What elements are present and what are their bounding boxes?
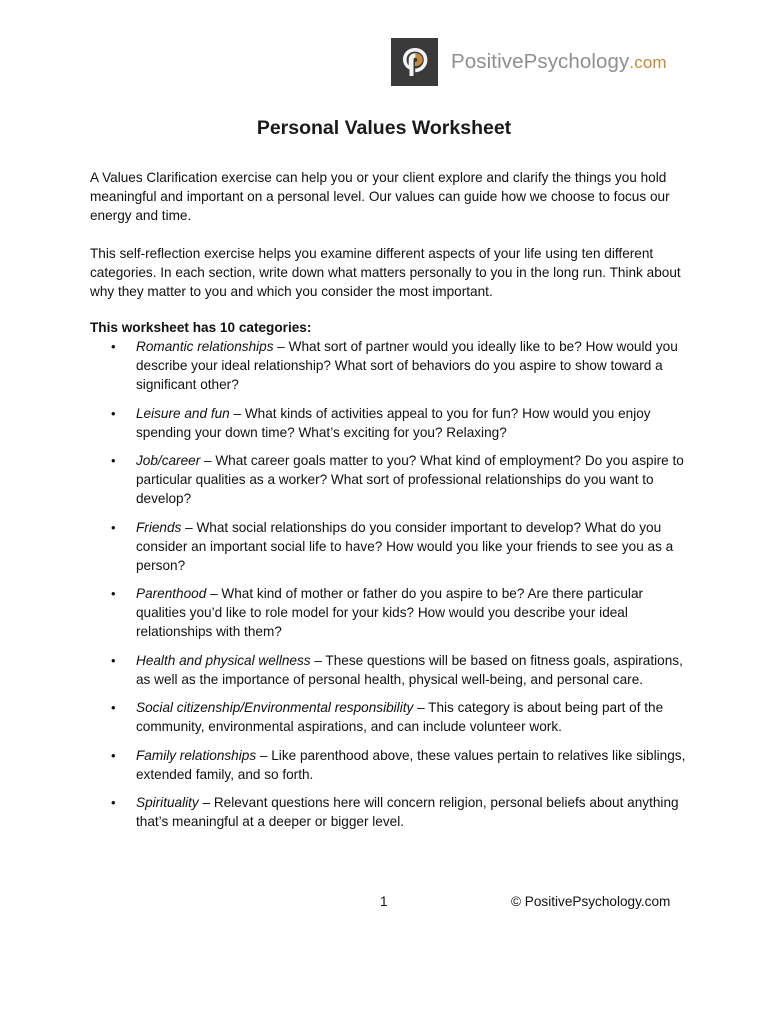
- bullet: •: [111, 586, 116, 601]
- page-title: Personal Values Worksheet: [256, 117, 512, 139]
- categories-heading: This worksheet has 10 categories:: [90, 320, 312, 335]
- category-item: [90, 337, 690, 394]
- logo-tld: .com: [629, 53, 667, 72]
- intro-paragraph-2: This self-reflection exercise helps you examine different aspects of your life using ten different categories. In each section, write down what matters personally to you in the long run. Think about why they matter to you and which you consider the most important.: [90, 246, 681, 299]
- categories-list: [90, 337, 690, 841]
- category-item: [90, 698, 690, 736]
- category-item: [90, 793, 690, 831]
- category-description: – This category is about being part of the community, environmental aspirations, and can include volunteer work.: [136, 700, 664, 734]
- bullet: •: [111, 405, 116, 421]
- category-item: [90, 651, 690, 689]
- bullet: •: [111, 747, 116, 763]
- category-name: Friends: [136, 519, 182, 535]
- category-description: – What sort of partner would you ideally like to be? How would you describe your ideal relationship? What sort of behaviors do you aspire to show toward a significant other?: [136, 339, 678, 392]
- bullet: •: [111, 339, 116, 354]
- category-name: Health and physical wellness: [136, 652, 311, 668]
- category-name: Spirituality: [136, 795, 199, 810]
- bullet: •: [111, 519, 116, 535]
- bullet: •: [111, 453, 116, 468]
- category-name: Romantic relationships: [136, 339, 274, 354]
- category-description: – Like parenthood above, these values pertain to relatives like siblings, extended family, and so forth.: [136, 747, 686, 782]
- category-description: – These questions will be based on fitness goals, aspirations, as well as the importance of personal health, physical well-being, and personal care.: [136, 652, 683, 687]
- category-name: Leisure and fun: [136, 405, 230, 421]
- logo-name: PositivePsychology: [451, 50, 630, 73]
- category-item: [90, 746, 690, 784]
- intro-paragraph-1: A Values Clarification exercise can help you or your client explore and clarify the things you hold meaningful and important on a personal level. Our values can guide how we choose to focus our energy and time.: [90, 170, 670, 223]
- category-description: – What social relationships do you consider important to develop? What do you consider an important social life to have? How would you like your friends to see you as a person?: [136, 519, 674, 573]
- category-description: – Relevant questions here will concern religion, personal beliefs about anything that’s meaningful at a deeper or bigger level.: [136, 795, 679, 829]
- bullet: •: [111, 700, 116, 715]
- page-number: 1: [380, 894, 388, 909]
- logo-wordmark: [451, 50, 667, 74]
- category-name: Social citizenship/Environmental responsibility: [136, 700, 414, 715]
- logo-p-icon: [391, 38, 438, 86]
- footer-copyright: © PositivePsychology.com: [511, 894, 671, 909]
- category-description: – What kinds of activities appeal to you for fun? How would you enjoy spending your down time? What’s exciting for you? Relaxing?: [136, 405, 651, 440]
- category-name: Parenthood: [136, 586, 207, 601]
- category-name: Family relationships: [136, 747, 257, 763]
- category-name: Job/career: [136, 453, 201, 468]
- category-item: [90, 404, 690, 442]
- bullet: •: [111, 795, 116, 810]
- category-description: – What kind of mother or father do you aspire to be? Are there particular qualities you’d like to role model for your kids? How would you describe your ideal relationships with them?: [136, 586, 644, 639]
- category-item: [90, 451, 690, 508]
- site-logo: [391, 38, 667, 86]
- category-item: [90, 584, 690, 641]
- category-item: [90, 518, 690, 575]
- category-description: – What career goals matter to you? What kind of employment? Do you aspire to particular qualities as a worker? What sort of professional relationships do you want to develop?: [136, 453, 684, 506]
- bullet: •: [111, 652, 116, 668]
